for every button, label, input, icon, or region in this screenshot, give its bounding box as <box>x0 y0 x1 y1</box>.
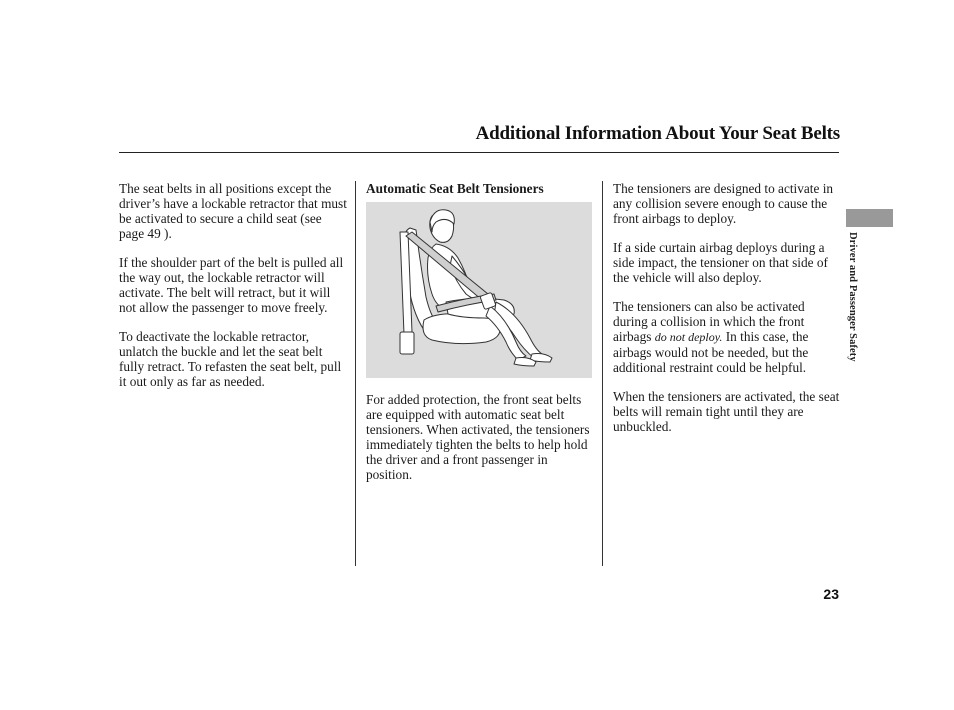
section-side-label: Driver and Passenger Safety <box>847 232 858 362</box>
left-column <box>119 181 349 403</box>
column-divider-1 <box>355 181 356 566</box>
section-heading-tensioners: Automatic Seat Belt Tensioners <box>366 181 544 196</box>
right-paragraph-1: The tensioners are designed to activate in any collision severe enough to cause the front airbags to deploy. <box>613 181 834 226</box>
section-tab-marker <box>846 209 893 227</box>
middle-column <box>366 181 594 496</box>
left-paragraph-2: If the shoulder part of the belt is pulled all the way out, the lockable retractor will activate. The belt will retract, but it will not allow the passenger to move freely. <box>119 255 344 315</box>
right-paragraph-4: When the tensioners are activated, the seat belts will remain tight until they are unbuckled. <box>613 389 840 434</box>
left-paragraph-1: The seat belts in all positions except the driver’s have a lockable retractor that must be activated to secure a child seat (see page 49 ). <box>119 181 347 241</box>
right-paragraph-2: If a side curtain airbag deploys during a side impact, the tensioner on that side of the vehicle will also deploy. <box>613 240 828 285</box>
middle-paragraph-1: For added protection, the front seat belts are equipped with automatic seat belt tensioners. When activated, the tensioners immediately tighten the belts to help hold the driver and a front passenger in position. <box>366 392 590 482</box>
seat-belt-illustration <box>366 202 592 378</box>
right-paragraph-3-end: In this case, the airbags would not be needed, but the additional restraint could be helpful. <box>613 329 809 375</box>
seated-passenger-icon <box>366 202 592 378</box>
right-paragraph-3-start: The tensioners can also be activated during a collision in which the front airbags <box>613 299 805 344</box>
column-divider-2 <box>602 181 603 566</box>
right-paragraph-3 <box>613 299 841 375</box>
page-title: Additional Information About Your Seat Belts <box>475 123 840 144</box>
left-paragraph-3: To deactivate the lockable retractor, unlatch the buckle and let the seat belt fully retract. To refasten the seat belt, pull it out only as far as needed. <box>119 329 342 389</box>
right-column <box>613 181 841 448</box>
title-rule <box>119 152 839 153</box>
right-paragraph-3-emphasis: do not deploy. <box>654 330 723 344</box>
page-number: 23 <box>823 586 839 602</box>
